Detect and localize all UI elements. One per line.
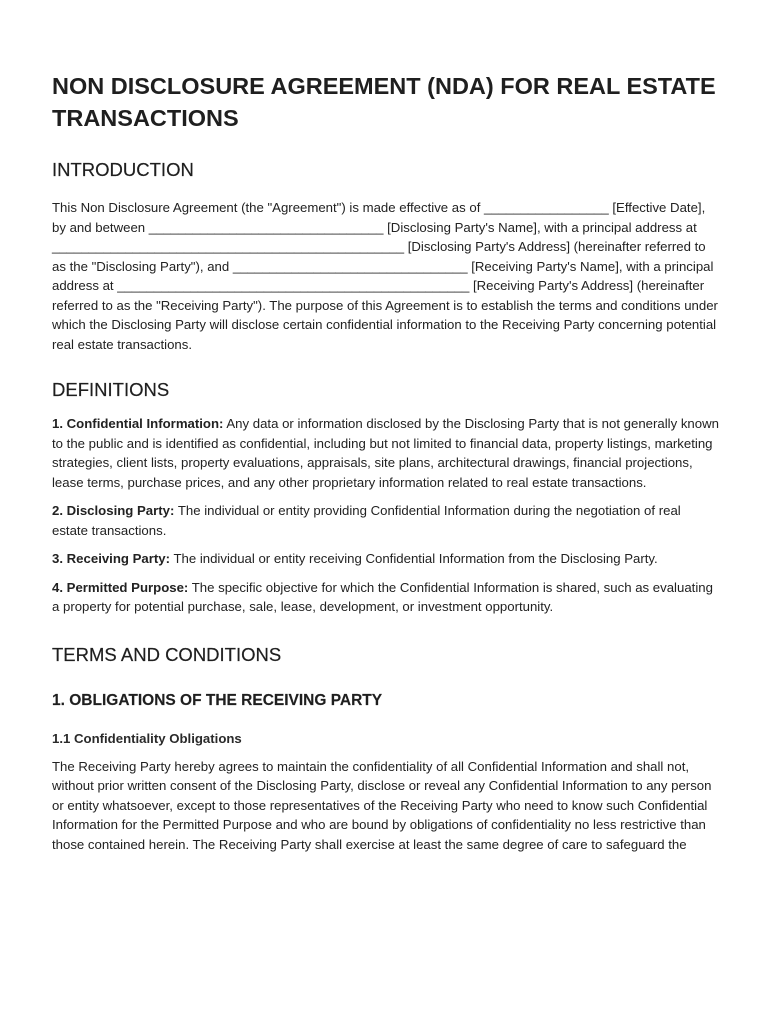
definition-term: 1. Confidential Information:: [52, 416, 224, 431]
confidentiality-obligations-paragraph: The Receiving Party hereby agrees to maintain the confidentiality of all Confidential Information and shall not, without prior written consent of the Disclosing Party, disclose or reveal any Confidential Information to any person or entity whatsoever, except to those representatives of the Receiving Party who need to know such Confidential Information for the Permitted Purpose and who are bound by obligations of confidentiality no less restrictive than those contained herein. The Receiving Party shall exercise at least the same degree of care to safeguard the: [52, 758, 712, 852]
obligations-heading: 1. OBLIGATIONS OF THE RECEIVING PARTY: [52, 691, 383, 709]
definition-item: [52, 414, 720, 492]
definitions-heading: DEFINITIONS: [52, 379, 170, 400]
definition-text: The individual or entity providing Confidential Information during the negotiation of real estate transactions.: [52, 503, 681, 538]
definition-item: [52, 578, 720, 617]
definition-term: 2. Disclosing Party:: [52, 503, 175, 518]
definition-item: [52, 549, 720, 569]
document-title: NON DISCLOSURE AGREEMENT (NDA) FOR REAL ESTATE TRANSACTIONS: [52, 73, 716, 131]
introduction-paragraph: This Non Disclosure Agreement (the "Agreement") is made effective as of _________________ [Effective Date], by and between ________________________________ [Disclosing Party's Name], with a principal address at ________________________________________________ [Disclosing Party's Address] (hereinafter referred to as the "Disclosing Party"), and ________________________________ [Receiving Party's Name], with a principal address at ________________________________________________ [Receiving Party's Address] (hereinafter referred to as the "Receiving Party"). The purpose of this Agreement is to establish the terms and conditions under which the Disclosing Party will disclose certain confidential information to the Receiving Party concerning potential real estate transactions.: [52, 200, 718, 352]
definition-text: The individual or entity receiving Confidential Information from the Disclosing Party.: [170, 551, 658, 566]
definition-term: 4. Permitted Purpose:: [52, 579, 189, 595]
document-page: [52, 70, 720, 854]
definition-term: 3. Receiving Party:: [52, 551, 171, 566]
introduction-heading: INTRODUCTION: [52, 159, 194, 180]
definition-text: Any data or information disclosed by the Disclosing Party that is not generally known to the public and is identified as confidential, including but not limited to financial data, property listings, marketing strategies, client lists, property evaluations, appraisals, site plans, architectural drawings, financial projections, lease terms, purchase prices, and any other proprietary information related to real estate transactions.: [52, 416, 719, 490]
terms-heading: TERMS AND CONDITIONS: [52, 643, 282, 665]
confidentiality-obligations-heading: 1.1 Confidentiality Obligations: [52, 730, 242, 746]
definition-text: The specific objective for which the Confidential Information is shared, such as evaluating a property for potential purchase, sale, lease, development, or investment opportunity.: [52, 579, 713, 614]
definition-item: [52, 501, 720, 540]
